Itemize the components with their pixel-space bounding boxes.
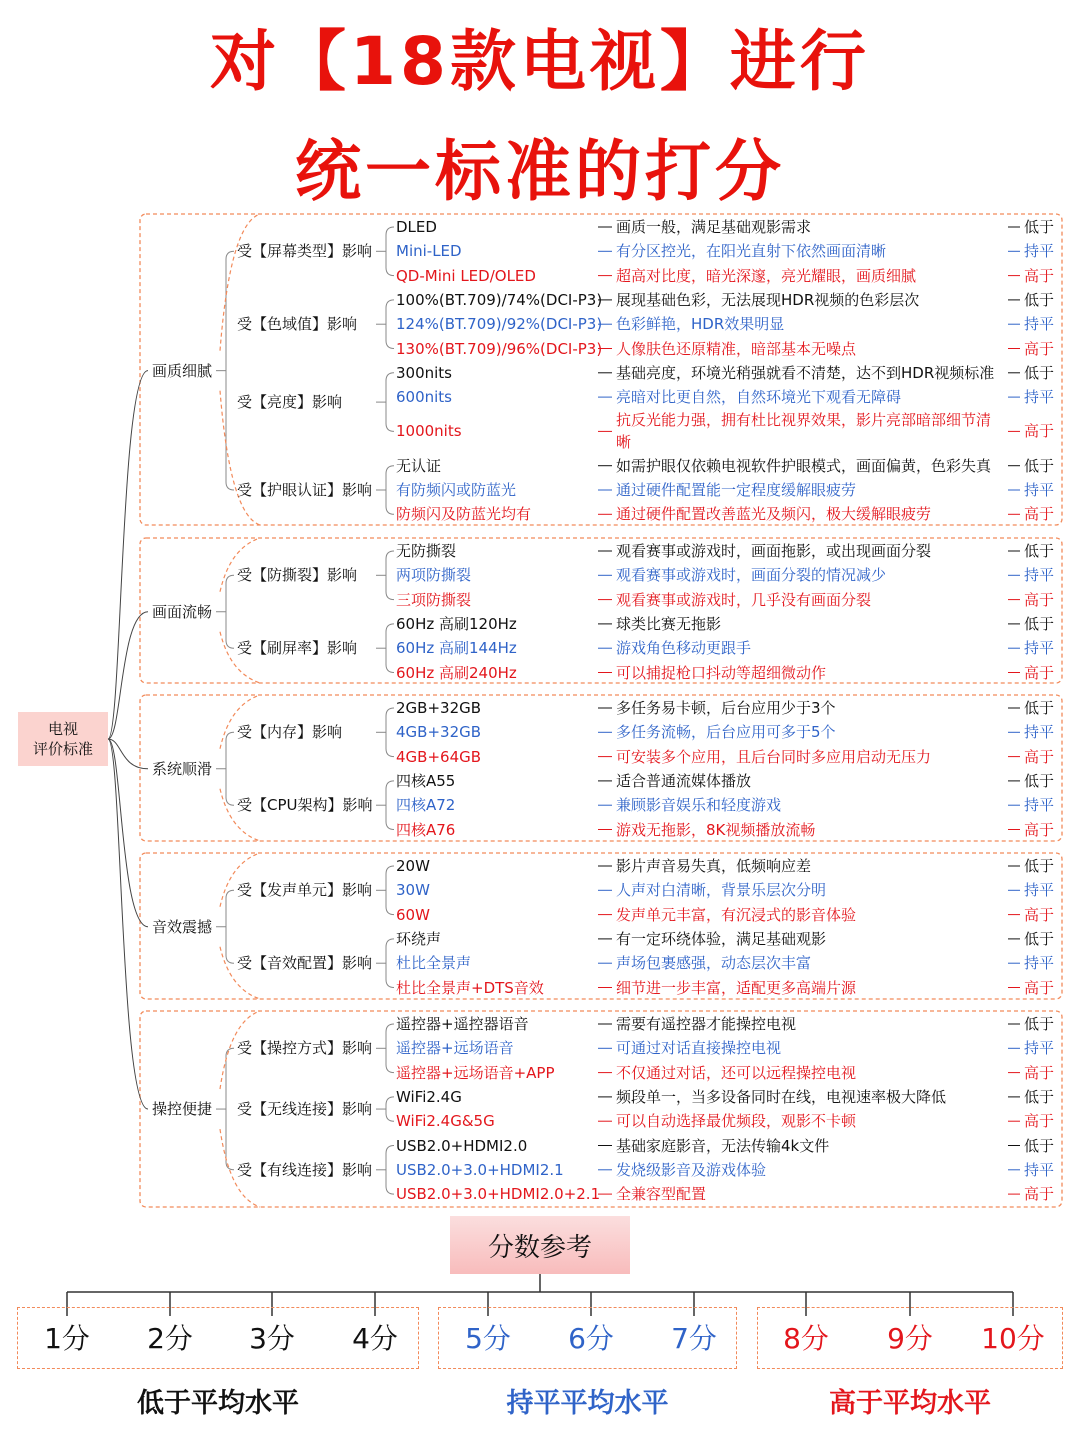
level-label: 持平 — [1024, 315, 1055, 334]
level-label: 持平 — [1024, 1039, 1055, 1058]
option-description: 兼顾影音娱乐和轻度游戏 — [616, 796, 782, 815]
factor-label: 受【亮度】影响 — [237, 393, 343, 412]
factor-label: 受【防撕裂】影响 — [237, 566, 358, 585]
option-description: 超高对比度，暗光深邃，亮光耀眼，画质细腻 — [616, 266, 917, 285]
connector-curve — [386, 866, 394, 915]
connector-curve — [226, 575, 234, 648]
level-label: 低于 — [1024, 614, 1055, 633]
option-description: 多任务流畅，后台应用可多于5个 — [616, 723, 836, 742]
option-spec: 四核A55 — [396, 771, 456, 790]
option-description: 声场包裹感强，动态层次丰富 — [616, 954, 812, 973]
option-spec: 遥控器+遥控器语音 — [396, 1015, 529, 1033]
option-description: 全兼容型配置 — [616, 1185, 707, 1204]
factor-label: 受【屏幕类型】影响 — [237, 242, 373, 261]
category-label: 音效震撼 — [152, 917, 213, 936]
option-spec: Mini-LED — [396, 242, 462, 261]
factor-label: 受【刷屏率】影响 — [237, 639, 358, 658]
option-spec: 60Hz 高刷120Hz — [396, 614, 517, 633]
connector-curve — [386, 781, 394, 830]
option-description: 观看赛事或游戏时，画面拖影，或出现画面分裂 — [616, 542, 932, 560]
level-label: 高于 — [1024, 663, 1055, 682]
factor-label: 受【内存】影响 — [237, 723, 343, 742]
level-label: 持平 — [1024, 566, 1055, 585]
option-spec: 四核A72 — [396, 796, 456, 815]
connector-curve — [386, 300, 394, 349]
option-spec: 100%(BT.709)/74%(DCI-P3) — [396, 290, 603, 309]
option-spec: 两项防撕裂 — [396, 566, 472, 585]
level-label: 持平 — [1024, 481, 1055, 499]
option-description: 人像肤色还原精准，暗部基本无噪点 — [616, 339, 857, 358]
level-label: 持平 — [1024, 388, 1055, 407]
category-label: 系统顺滑 — [152, 759, 213, 778]
level-label: 低于 — [1024, 218, 1055, 236]
level-label: 低于 — [1024, 290, 1055, 309]
option-spec: 遥控器+远场语音 — [396, 1039, 514, 1058]
option-spec: 无防撕裂 — [396, 542, 457, 560]
option-spec: QD-Mini LED/OLED — [396, 266, 536, 285]
level-label: 低于 — [1024, 1015, 1055, 1033]
connector-curve — [226, 1048, 234, 1170]
category-label: 操控便捷 — [152, 1100, 213, 1119]
level-label: 低于 — [1024, 929, 1055, 948]
option-description: 游戏无拖影，8K视频播放流畅 — [616, 820, 816, 839]
factor-label: 受【音效配置】影响 — [237, 954, 373, 973]
option-spec: 防频闪及防蓝光均有 — [396, 505, 532, 524]
option-spec: 有防频闪或防蓝光 — [396, 481, 517, 499]
score-value: 1分 — [44, 1322, 90, 1355]
option-spec: 2GB+32GB — [396, 699, 482, 717]
score-value: 9分 — [887, 1322, 933, 1355]
option-description: 多任务易卡顿，后台应用少于3个 — [616, 699, 836, 717]
option-spec: 30W — [396, 881, 430, 900]
option-description: 如需护眼仅依赖电视软件护眼模式，画面偏黄，色彩失真 — [616, 456, 992, 475]
level-label: 高于 — [1024, 1112, 1055, 1131]
option-description: 基础亮度，环境光稍强就看不清楚，达不到HDR视频标准 — [616, 363, 995, 382]
option-spec: 杜比全景声+DTS音效 — [396, 978, 544, 997]
option-description: 影片声音易失真，低频响应差 — [616, 857, 812, 875]
option-spec: 4GB+64GB — [396, 747, 482, 766]
level-label: 低于 — [1024, 542, 1055, 560]
option-description: 发声单元丰富，有沉浸式的影音体验 — [616, 905, 857, 924]
option-spec: 环绕声 — [396, 929, 442, 948]
connector-curve — [386, 1146, 394, 1195]
connector-curve — [108, 371, 148, 739]
option-description: 可通过对话直接操控电视 — [616, 1039, 782, 1058]
level-label: 持平 — [1024, 881, 1055, 900]
level-label: 持平 — [1024, 954, 1055, 973]
root-label-line1: 电视 — [47, 720, 78, 738]
option-spec: WiFi2.4G — [396, 1087, 462, 1106]
connector-curve — [386, 1097, 394, 1121]
level-label: 高于 — [1024, 747, 1055, 766]
factor-label: 受【色域值】影响 — [237, 315, 358, 334]
option-description: 球类比赛无拖影 — [616, 614, 722, 633]
level-label: 高于 — [1024, 905, 1055, 924]
level-label: 持平 — [1024, 796, 1055, 815]
option-spec: 60W — [396, 905, 430, 924]
option-description: 展现基础色彩，无法展现HDR视频的色彩层次 — [616, 290, 920, 309]
option-spec: 杜比全景声 — [396, 954, 472, 973]
score-value: 6分 — [568, 1322, 614, 1355]
option-description: 抗反光能力强，拥有杜比视界效果，影片亮部暗部细节清 — [616, 411, 992, 430]
option-description: 观看赛事或游戏时，几乎没有画面分裂 — [616, 590, 872, 609]
option-description: 需要有遥控器才能操控电视 — [616, 1015, 797, 1033]
factor-label: 受【发声单元】影响 — [237, 881, 373, 900]
option-spec: 4GB+32GB — [396, 723, 482, 742]
root-node — [18, 712, 108, 766]
factor-label: 受【CPU架构】影响 — [237, 796, 373, 815]
level-label: 高于 — [1024, 505, 1055, 524]
option-description: 有一定环绕体验，满足基础观影 — [616, 929, 827, 948]
level-label: 持平 — [1024, 1160, 1055, 1179]
score-group-label: 持平平均水平 — [506, 1388, 669, 1419]
option-spec: 遥控器+远场语音+APP — [396, 1063, 555, 1082]
score-value: 3分 — [249, 1322, 295, 1355]
option-description: 可以自动选择最优频段，观影不卡顿 — [616, 1112, 857, 1131]
score-value: 5分 — [465, 1322, 511, 1355]
option-description: 可安装多个应用，且后台同时多应用启动无压力 — [616, 747, 932, 766]
option-spec: 四核A76 — [396, 820, 456, 839]
score-value: 8分 — [783, 1322, 829, 1355]
option-spec: 124%(BT.709)/92%(DCI-P3) — [396, 315, 603, 334]
main-title-line1: 对【18款电视】进行 — [210, 23, 870, 100]
option-description: 基础家庭影音，无法传输4k文件 — [616, 1136, 830, 1155]
level-label: 高于 — [1024, 422, 1055, 441]
level-label: 高于 — [1024, 266, 1055, 285]
option-description: 通过硬件配置能一定程度缓解眼疲劳 — [616, 481, 857, 499]
option-spec: DLED — [396, 218, 437, 236]
option-spec: 60Hz 高刷240Hz — [396, 663, 517, 682]
option-spec: USB2.0+3.0+HDMI2.0+2.1 — [396, 1185, 601, 1204]
option-description: 画质一般，满足基础观影需求 — [616, 218, 812, 236]
option-description: 频段单一，当多设备同时在线，电视速率极大降低 — [616, 1087, 947, 1106]
level-label: 高于 — [1024, 1185, 1055, 1204]
factor-label: 受【护眼认证】影响 — [237, 481, 373, 499]
option-spec: 无认证 — [396, 456, 442, 475]
factor-label: 受【无线连接】影响 — [237, 1100, 373, 1119]
option-description: 有分区控光，在阳光直射下依然画面清晰 — [616, 242, 887, 261]
option-description: 观看赛事或游戏时，画面分裂的情况减少 — [616, 566, 887, 585]
score-group-label: 高于平均水平 — [829, 1388, 991, 1419]
option-spec: USB2.0+3.0+HDMI2.1 — [396, 1160, 564, 1179]
option-description: 游戏角色移动更跟手 — [616, 639, 752, 658]
level-label: 低于 — [1024, 363, 1055, 382]
score-value: 10分 — [981, 1322, 1045, 1355]
option-spec: USB2.0+HDMI2.0 — [396, 1136, 528, 1155]
level-label: 低于 — [1024, 456, 1055, 475]
connector-curve — [226, 890, 234, 963]
option-spec: 130%(BT.709)/96%(DCI-P3) — [396, 339, 603, 358]
option-description-cont: 晰 — [616, 433, 632, 452]
level-label: 低于 — [1024, 699, 1055, 717]
option-description: 色彩鲜艳，HDR效果明显 — [616, 315, 785, 334]
connector-curve — [386, 227, 394, 276]
level-label: 高于 — [1024, 590, 1055, 609]
level-label: 持平 — [1024, 242, 1055, 261]
score-group-label: 低于平均水平 — [137, 1388, 299, 1419]
factor-label: 受【有线连接】影响 — [237, 1160, 373, 1179]
option-spec: 1000nits — [396, 422, 462, 441]
level-label: 高于 — [1024, 339, 1055, 358]
connector-curve — [226, 732, 234, 805]
option-description: 不仅通过对话，还可以远程操控电视 — [616, 1063, 857, 1082]
level-label: 高于 — [1024, 978, 1055, 997]
option-description: 发烧级影音及游戏体验 — [616, 1160, 767, 1179]
level-label: 低于 — [1024, 771, 1055, 790]
connector-curve — [386, 551, 394, 600]
level-label: 低于 — [1024, 1087, 1055, 1106]
category-label: 画质细腻 — [152, 361, 213, 380]
connector-curve — [386, 708, 394, 757]
root-label-line2: 评价标准 — [32, 740, 93, 758]
main-title-line2: 统一标准的打分 — [295, 133, 785, 210]
option-description: 通过硬件配置改善蓝光及频闪，极大缓解眼疲劳 — [616, 505, 932, 524]
connector-curve — [386, 1024, 394, 1073]
factor-label: 受【操控方式】影响 — [237, 1039, 373, 1058]
level-label: 高于 — [1024, 1063, 1055, 1082]
level-label: 高于 — [1024, 820, 1055, 839]
category-label: 画面流畅 — [152, 602, 213, 621]
option-spec: 20W — [396, 857, 430, 875]
level-label: 低于 — [1024, 1136, 1055, 1155]
option-spec: 60Hz 高刷144Hz — [396, 639, 517, 658]
connector-curve — [386, 466, 394, 515]
option-description: 细节进一步丰富，适配更多高端片源 — [616, 978, 857, 997]
level-label: 低于 — [1024, 857, 1055, 875]
level-label: 持平 — [1024, 723, 1055, 742]
connector-curve — [386, 373, 394, 432]
score-reference-title: 分数参考 — [450, 1216, 630, 1274]
option-spec: 三项防撕裂 — [396, 590, 472, 609]
option-description: 亮暗对比更自然，自然环境光下观看无障碍 — [616, 388, 902, 407]
option-description: 人声对白清晰，背景乐层次分明 — [616, 881, 827, 900]
connector-curve — [386, 939, 394, 988]
option-description: 可以捕捉枪口抖动等超细微动作 — [616, 663, 827, 682]
connector-curve — [386, 624, 394, 673]
score-value: 4分 — [352, 1322, 398, 1355]
score-value: 2分 — [147, 1322, 193, 1355]
option-spec: 300nits — [396, 363, 453, 382]
category-group-box — [140, 695, 1062, 841]
option-spec: 600nits — [396, 388, 453, 407]
connector-curve — [108, 612, 148, 739]
category-group-box — [140, 853, 1062, 999]
option-description: 适合普通流媒体播放 — [616, 771, 752, 790]
level-label: 持平 — [1024, 639, 1055, 658]
score-value: 7分 — [671, 1322, 717, 1355]
option-spec: WiFi2.4G&5G — [396, 1112, 495, 1131]
